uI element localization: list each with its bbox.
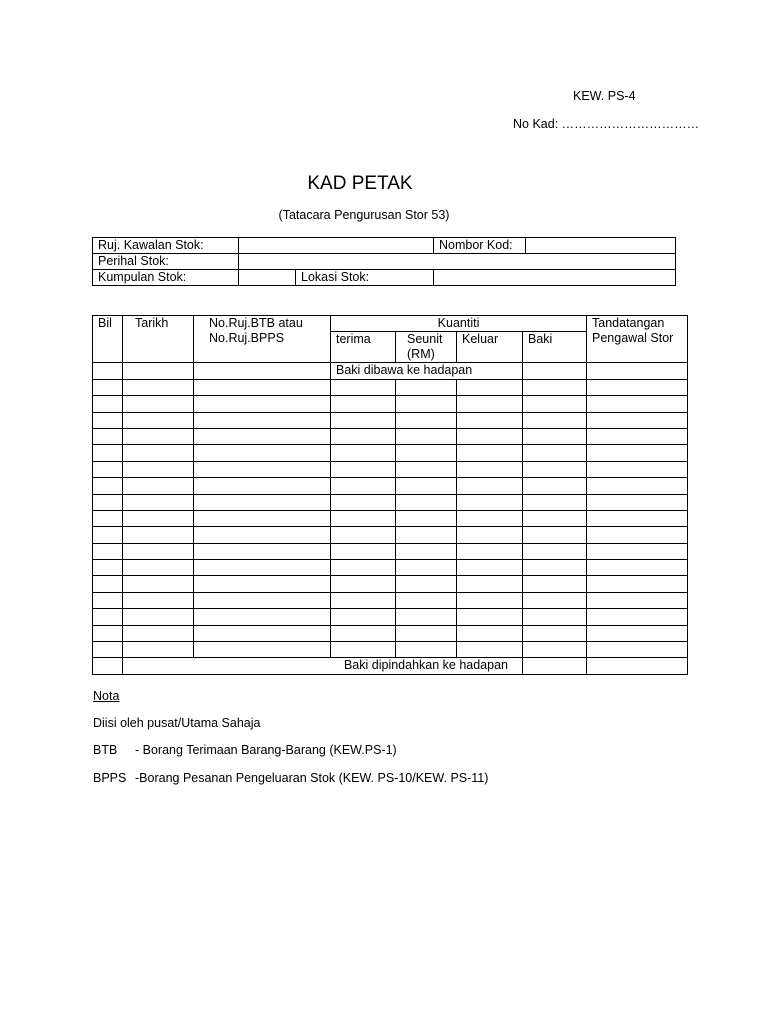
cell-terima[interactable] — [331, 527, 396, 543]
cell-bil[interactable] — [93, 642, 123, 658]
cell-baki[interactable] — [523, 592, 587, 608]
kumpulan-field[interactable] — [239, 270, 296, 286]
table-row — [93, 609, 688, 625]
nombor-kod-field[interactable] — [526, 238, 676, 254]
col-baki-header: Baki — [523, 332, 587, 363]
cell-tandatangan[interactable] — [587, 625, 688, 641]
table-row — [93, 510, 688, 526]
kumpulan-label: Kumpulan Stok: — [93, 270, 239, 286]
cell-terima[interactable] — [331, 445, 396, 461]
table-row — [93, 494, 688, 510]
cell-terima[interactable] — [331, 379, 396, 395]
cell-terima[interactable] — [331, 428, 396, 444]
cell-seunit[interactable] — [396, 396, 457, 412]
ruj-kawalan-label: Ruj. Kawalan Stok: — [93, 238, 239, 254]
cell-bil[interactable] — [93, 609, 123, 625]
stock-info-table — [92, 237, 676, 286]
cell-baki[interactable] — [523, 642, 587, 658]
cell-tandatangan[interactable] — [587, 510, 688, 526]
carried-forward-label: Baki dipindahkan ke hadapan — [123, 658, 523, 674]
bf-baki-cell[interactable] — [523, 363, 587, 379]
cell-terima[interactable] — [331, 609, 396, 625]
perihal-field[interactable] — [239, 254, 676, 270]
cell-tandatangan[interactable] — [587, 642, 688, 658]
cell-ruj[interactable] — [194, 642, 331, 658]
table-row — [93, 396, 688, 412]
cell-ruj[interactable] — [194, 543, 331, 559]
cell-seunit[interactable] — [396, 445, 457, 461]
cell-keluar[interactable] — [457, 510, 523, 526]
table-row — [93, 527, 688, 543]
cell-seunit[interactable] — [396, 543, 457, 559]
cell-tarikh[interactable] — [123, 625, 194, 641]
cell-tarikh[interactable] — [123, 527, 194, 543]
page-title: KAD PETAK — [307, 173, 413, 194]
abbreviation-bpps: BPPS — [93, 771, 127, 785]
cell-bil[interactable] — [93, 592, 123, 608]
cell-ruj[interactable] — [194, 625, 331, 641]
cell-bil[interactable] — [93, 461, 123, 477]
cell-keluar[interactable] — [457, 379, 523, 395]
lokasi-field[interactable] — [434, 270, 676, 286]
brought-forward-label: Baki dibawa ke hadapan — [331, 363, 523, 379]
cell-bil[interactable] — [93, 527, 123, 543]
table-row — [93, 576, 688, 592]
note-text: Diisi oleh pusat/Utama Sahaja — [93, 716, 261, 730]
cell-tarikh[interactable] — [123, 560, 194, 576]
cell-seunit[interactable] — [396, 461, 457, 477]
cell-tarikh[interactable] — [123, 396, 194, 412]
table-row — [93, 445, 688, 461]
cell-ruj[interactable] — [194, 478, 331, 494]
cell-bil[interactable] — [93, 625, 123, 641]
cell-ruj[interactable] — [194, 379, 331, 395]
ruj-kawalan-field[interactable] — [239, 238, 434, 254]
cell-tandatangan[interactable] — [587, 592, 688, 608]
cell-seunit[interactable] — [396, 642, 457, 658]
cell-tarikh[interactable] — [123, 494, 194, 510]
cell-tarikh[interactable] — [123, 609, 194, 625]
cell-baki[interactable] — [523, 609, 587, 625]
cell-ruj[interactable] — [194, 510, 331, 526]
table-row — [93, 642, 688, 658]
cell-baki[interactable] — [523, 494, 587, 510]
cell-terima[interactable] — [331, 396, 396, 412]
cell-ruj[interactable] — [194, 576, 331, 592]
cell-tarikh[interactable] — [123, 576, 194, 592]
cell-keluar[interactable] — [457, 478, 523, 494]
cell-baki[interactable] — [523, 625, 587, 641]
cell-keluar[interactable] — [457, 461, 523, 477]
cell-terima[interactable] — [331, 592, 396, 608]
cell-bil[interactable] — [93, 379, 123, 395]
cell-terima[interactable] — [331, 625, 396, 641]
cell-terima[interactable] — [331, 543, 396, 559]
stock-ledger-table — [92, 315, 688, 675]
cell-tandatangan[interactable] — [587, 461, 688, 477]
info-row-kumpulan — [93, 270, 676, 286]
table-row — [93, 478, 688, 494]
abbreviation-bpps-description: -Borang Pesanan Pengeluaran Stok (KEW. PS-10/KEW. PS-11) — [135, 771, 489, 785]
cell-bil[interactable] — [93, 412, 123, 428]
cf-bil-cell[interactable] — [93, 658, 123, 674]
col-ruj-header: No.Ruj.BTB atau No.Ruj.BPPS — [194, 316, 331, 363]
ledger-header-row — [93, 316, 688, 332]
card-number-field[interactable]: No Kad: …………………………… — [513, 117, 700, 131]
cell-terima[interactable] — [331, 461, 396, 477]
cell-bil[interactable] — [93, 478, 123, 494]
table-row — [93, 461, 688, 477]
cell-tandatangan[interactable] — [587, 428, 688, 444]
page-subtitle: (Tatacara Pengurusan Stor 53) — [278, 208, 450, 222]
bf-ruj-cell[interactable] — [194, 363, 331, 379]
table-row — [93, 560, 688, 576]
cell-terima[interactable] — [331, 494, 396, 510]
col-tandatangan-header: Tandatangan Pengawal Stor — [587, 316, 688, 363]
cell-seunit[interactable] — [396, 576, 457, 592]
col-bil-header: Bil — [93, 316, 123, 363]
table-row — [93, 543, 688, 559]
cell-tarikh[interactable] — [123, 379, 194, 395]
cell-baki[interactable] — [523, 396, 587, 412]
cell-bil[interactable] — [93, 560, 123, 576]
cell-terima[interactable] — [331, 576, 396, 592]
cell-tandatangan[interactable] — [587, 527, 688, 543]
cell-ruj[interactable] — [194, 592, 331, 608]
cell-keluar[interactable] — [457, 592, 523, 608]
cell-ruj[interactable] — [194, 560, 331, 576]
cell-tandatangan[interactable] — [587, 478, 688, 494]
cell-tarikh[interactable] — [123, 510, 194, 526]
cell-baki[interactable] — [523, 527, 587, 543]
cell-tandatangan[interactable] — [587, 560, 688, 576]
cell-keluar[interactable] — [457, 609, 523, 625]
cell-keluar[interactable] — [457, 576, 523, 592]
cell-keluar[interactable] — [457, 445, 523, 461]
cell-bil[interactable] — [93, 396, 123, 412]
cell-ruj[interactable] — [194, 494, 331, 510]
cell-bil[interactable] — [93, 543, 123, 559]
cell-keluar[interactable] — [457, 527, 523, 543]
info-row-kawalan — [93, 238, 676, 254]
col-tarikh-header: Tarikh — [123, 316, 194, 363]
cell-tarikh[interactable] — [123, 428, 194, 444]
cell-tarikh[interactable] — [123, 592, 194, 608]
cell-seunit[interactable] — [396, 478, 457, 494]
cell-terima[interactable] — [331, 412, 396, 428]
cell-baki[interactable] — [523, 379, 587, 395]
cell-bil[interactable] — [93, 428, 123, 444]
col-kuantiti-header: Kuantiti — [331, 316, 587, 332]
bf-tandatangan-cell[interactable] — [587, 363, 688, 379]
cell-baki[interactable] — [523, 461, 587, 477]
cell-tarikh[interactable] — [123, 461, 194, 477]
bf-tarikh-cell[interactable] — [123, 363, 194, 379]
lokasi-label: Lokasi Stok: — [296, 270, 434, 286]
col-seunit-header: Seunit (RM) — [396, 332, 457, 363]
nombor-kod-label: Nombor Kod: — [434, 238, 526, 254]
table-row — [93, 592, 688, 608]
cell-bil[interactable] — [93, 445, 123, 461]
cell-tarikh[interactable] — [123, 412, 194, 428]
col-keluar-header: Keluar — [457, 332, 523, 363]
cell-tandatangan[interactable] — [587, 412, 688, 428]
cell-baki[interactable] — [523, 576, 587, 592]
cell-keluar[interactable] — [457, 543, 523, 559]
abbreviation-btb: BTB — [93, 743, 118, 757]
cell-baki[interactable] — [523, 560, 587, 576]
cell-tandatangan[interactable] — [587, 543, 688, 559]
info-row-perihal — [93, 254, 676, 270]
col-terima-header: terima — [331, 332, 396, 363]
cell-tarikh[interactable] — [123, 445, 194, 461]
cell-tandatangan[interactable] — [587, 494, 688, 510]
cf-tandatangan-cell[interactable] — [587, 658, 688, 674]
cell-keluar[interactable] — [457, 642, 523, 658]
cell-seunit[interactable] — [396, 527, 457, 543]
cell-seunit[interactable] — [396, 510, 457, 526]
cell-seunit[interactable] — [396, 592, 457, 608]
cell-ruj[interactable] — [194, 527, 331, 543]
cell-tandatangan[interactable] — [587, 576, 688, 592]
cell-keluar[interactable] — [457, 560, 523, 576]
cell-baki[interactable] — [523, 412, 587, 428]
brought-forward-row — [93, 363, 688, 379]
cell-tandatangan[interactable] — [587, 396, 688, 412]
cell-seunit[interactable] — [396, 625, 457, 641]
cell-baki[interactable] — [523, 445, 587, 461]
cell-ruj[interactable] — [194, 461, 331, 477]
abbreviation-btb-description: - Borang Terimaan Barang-Barang (KEW.PS-1) — [135, 743, 397, 757]
cell-tandatangan[interactable] — [587, 445, 688, 461]
cell-keluar[interactable] — [457, 412, 523, 428]
cell-seunit[interactable] — [396, 379, 457, 395]
table-row — [93, 625, 688, 641]
cell-ruj[interactable] — [194, 428, 331, 444]
cell-baki[interactable] — [523, 428, 587, 444]
cell-keluar[interactable] — [457, 396, 523, 412]
cell-keluar[interactable] — [457, 428, 523, 444]
table-row — [93, 412, 688, 428]
cell-terima[interactable] — [331, 478, 396, 494]
cell-tarikh[interactable] — [123, 642, 194, 658]
cell-tarikh[interactable] — [123, 478, 194, 494]
cell-seunit[interactable] — [396, 412, 457, 428]
table-row — [93, 379, 688, 395]
cell-tandatangan[interactable] — [587, 609, 688, 625]
carried-forward-row — [93, 658, 688, 674]
cell-bil[interactable] — [93, 494, 123, 510]
table-row — [93, 428, 688, 444]
cell-terima[interactable] — [331, 560, 396, 576]
cell-ruj[interactable] — [194, 445, 331, 461]
cell-ruj[interactable] — [194, 396, 331, 412]
cell-terima[interactable] — [331, 510, 396, 526]
cell-baki[interactable] — [523, 543, 587, 559]
cell-ruj[interactable] — [194, 609, 331, 625]
cell-seunit[interactable] — [396, 428, 457, 444]
cell-seunit[interactable] — [396, 609, 457, 625]
cf-baki-cell[interactable] — [523, 658, 587, 674]
cell-terima[interactable] — [331, 642, 396, 658]
cell-baki[interactable] — [523, 510, 587, 526]
form-code: KEW. PS-4 — [573, 89, 636, 103]
cell-bil[interactable] — [93, 576, 123, 592]
cell-ruj[interactable] — [194, 412, 331, 428]
cell-seunit[interactable] — [396, 494, 457, 510]
cell-bil[interactable] — [93, 510, 123, 526]
note-heading: Nota — [93, 689, 120, 703]
cell-baki[interactable] — [523, 478, 587, 494]
cell-keluar[interactable] — [457, 494, 523, 510]
perihal-label: Perihal Stok: — [93, 254, 239, 270]
cell-tarikh[interactable] — [123, 543, 194, 559]
cell-seunit[interactable] — [396, 560, 457, 576]
bf-bil-cell[interactable] — [93, 363, 123, 379]
cell-keluar[interactable] — [457, 625, 523, 641]
cell-tandatangan[interactable] — [587, 379, 688, 395]
